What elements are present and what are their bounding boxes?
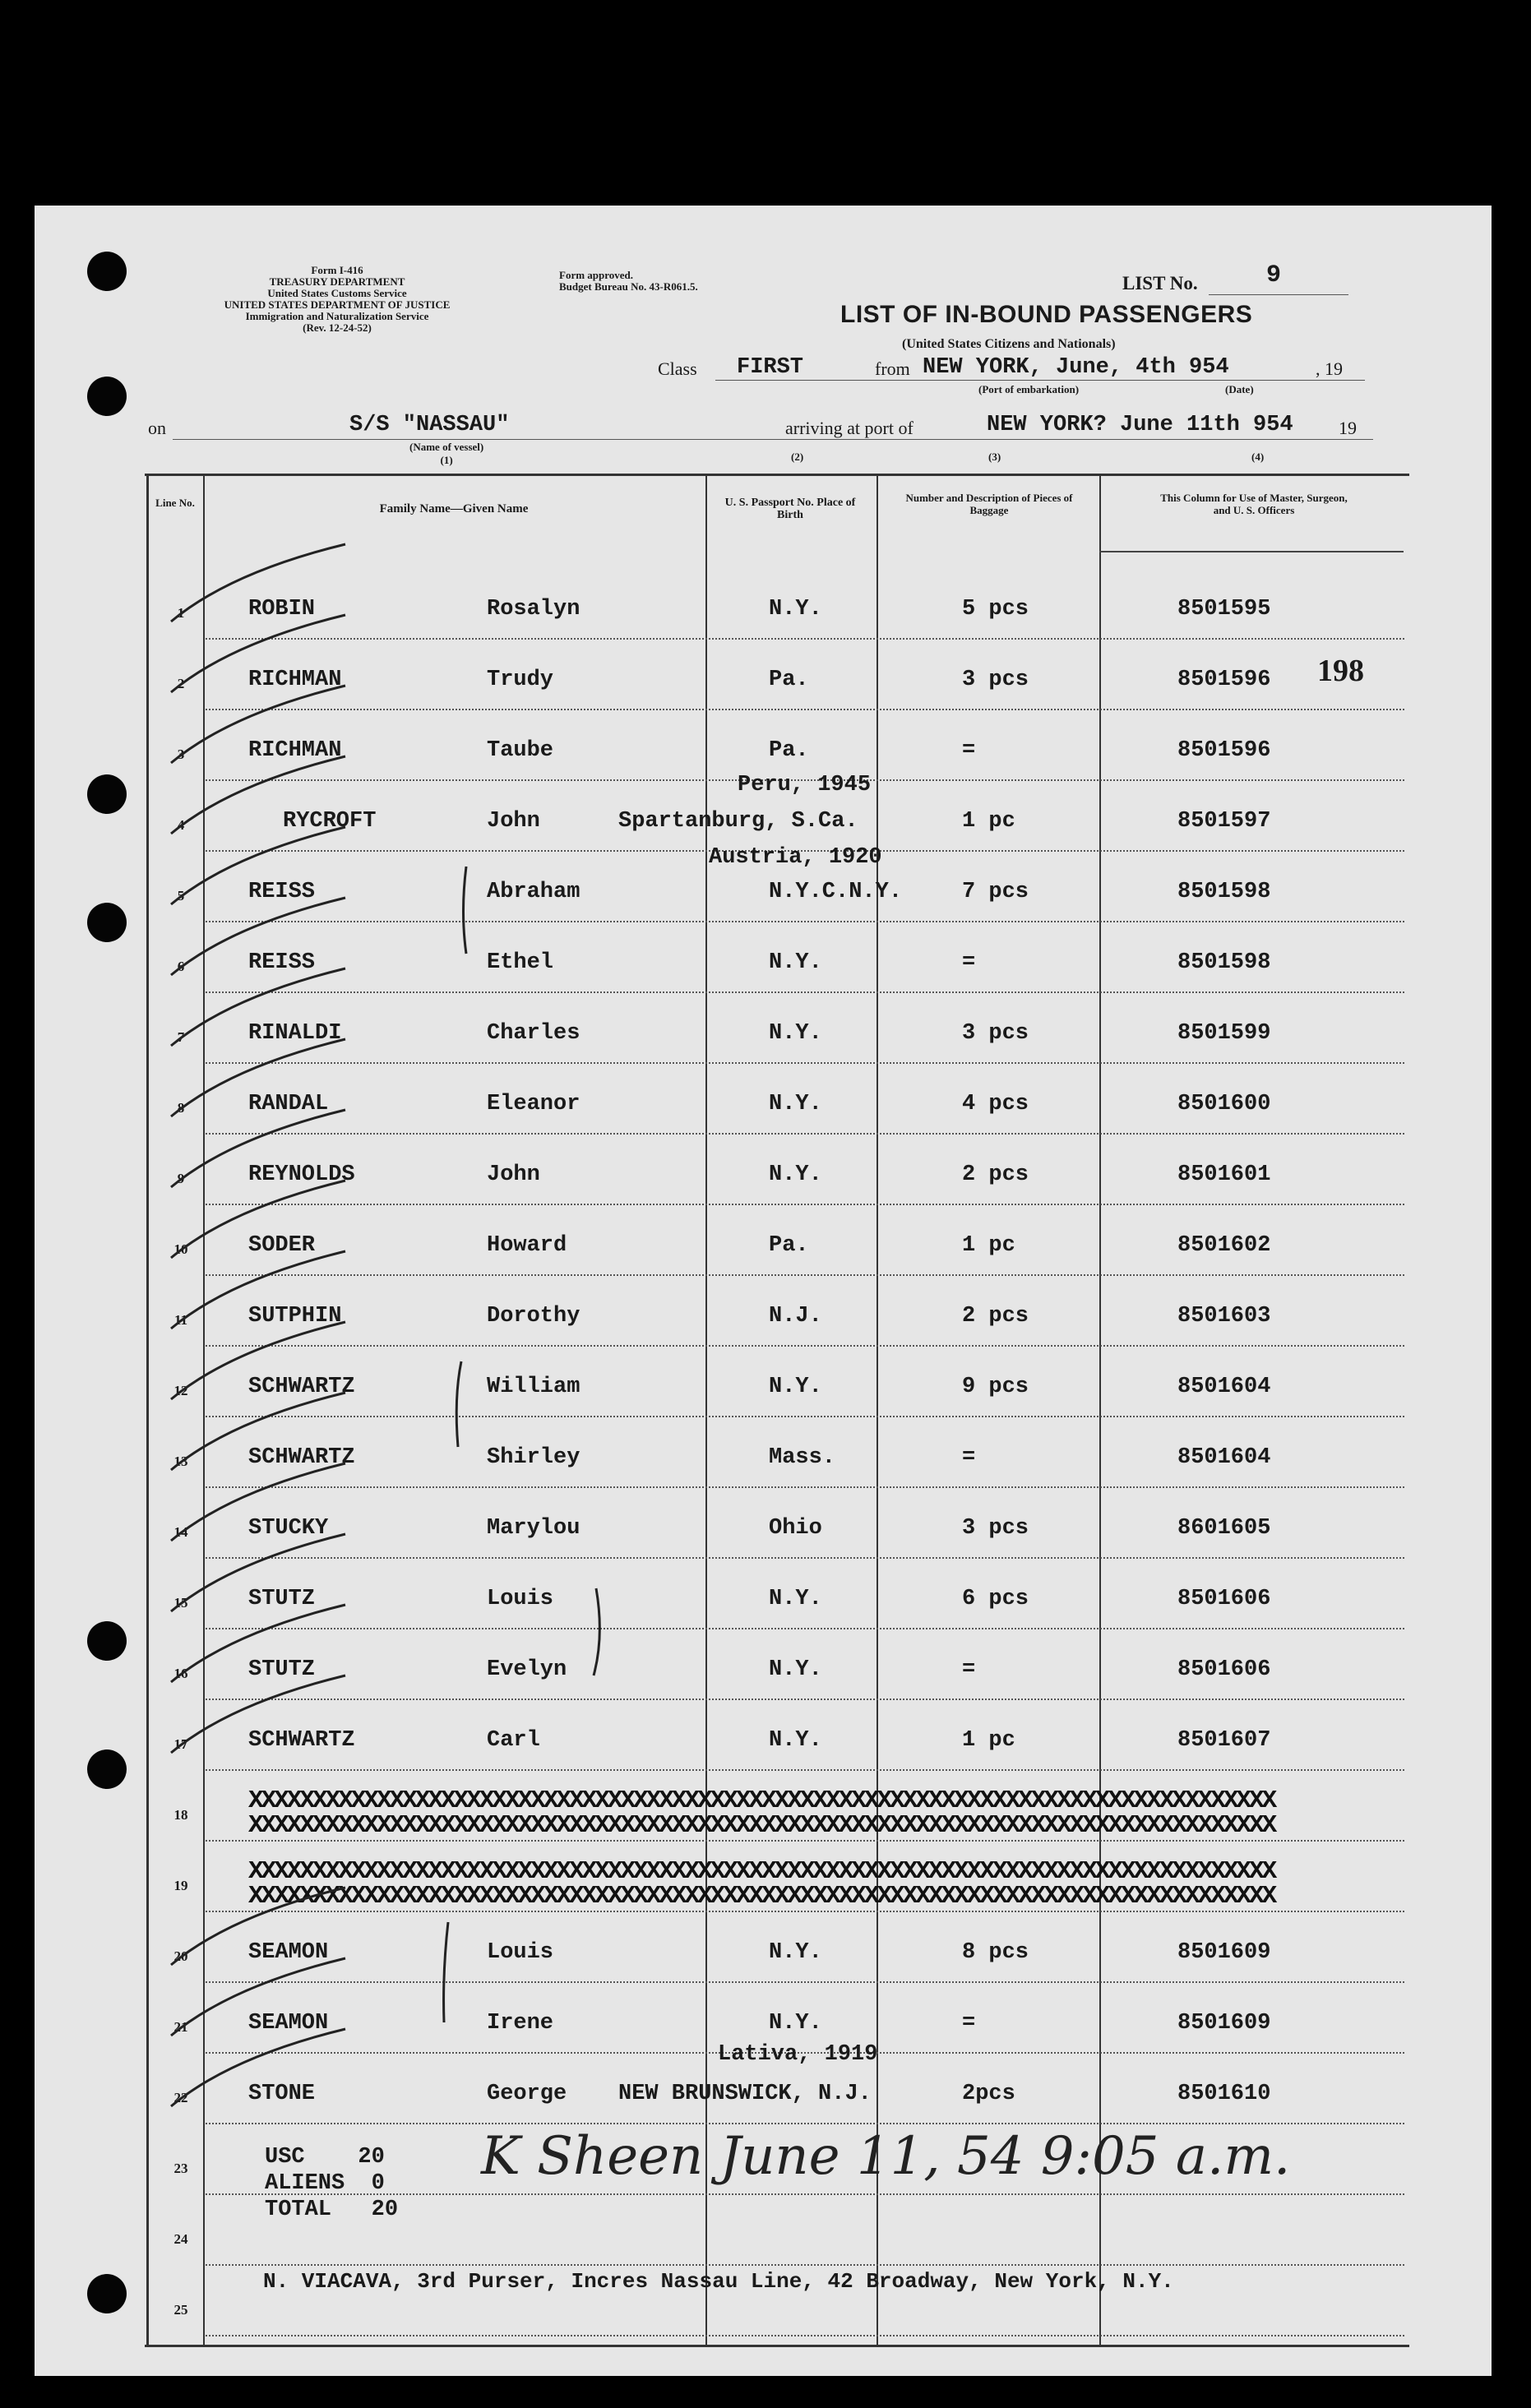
on-label: on [148,418,166,438]
col-header-baggage: Number and Description of Pieces of Baggage [905,492,1073,516]
place-of-birth: N.Y. [769,1728,822,1753]
place-of-birth: N.Y. [769,1092,822,1116]
check-mark [171,686,345,763]
family-name: STUCKY [248,1516,329,1541]
col-header-passport: U. S. Passport No. Place of Birth [724,497,856,521]
place-of-birth: N.J. [769,1304,822,1329]
check-mark [171,2029,345,2106]
officer-code: 8501599 [1177,1021,1271,1046]
given-name: Irene [487,2011,554,2036]
baggage-count: 1 pc [962,1233,1015,1258]
line-number: 25 [173,2302,188,2318]
given-name: Louis [487,1940,554,1965]
given-name: Louis [487,1587,554,1611]
given-name: Dorothy [487,1304,580,1329]
baggage-count: 3 pcs [962,668,1029,692]
line-number: 11 [173,1312,188,1328]
port-caption: (Port of embarkation) [978,383,1080,395]
check-mark [171,615,345,692]
place-of-birth: N.Y. [769,1375,822,1399]
officer-code: 8501601 [1177,1162,1271,1187]
officer-code: 8501600 [1177,1092,1271,1116]
officer-code: 8501609 [1177,1940,1271,1965]
check-mark [171,1322,345,1399]
check-mark [171,1110,345,1187]
officer-code: 8501598 [1177,880,1271,904]
usc-count: 20 [358,2145,385,2170]
birth-annotation: Austria, 1920 [709,845,882,870]
line-number: 1 [177,605,185,621]
embarkation-value: NEW YORK, June, 4th 954 [923,355,1229,380]
family-name: RICHMAN [248,668,342,692]
check-mark [171,898,345,975]
given-name: Rosalyn [487,597,580,622]
officer-code: 8501597 [1177,809,1271,834]
place-of-birth: N.Y.C.N.Y. [769,880,903,904]
check-mark [171,1039,345,1116]
col2-number: (2) [791,451,804,463]
check-mark [171,827,345,904]
baggage-count: = [962,950,976,975]
line-number: 7 [177,1029,185,1045]
officer-code: 8501604 [1177,1375,1271,1399]
baggage-count: 3 pcs [962,1516,1029,1541]
purser-line: N. VIACAVA, 3rd Purser, Incres Nassau Line, 42 Broadway, New York, N.Y. [263,2269,1174,2294]
place-of-birth: N.Y. [769,1587,822,1611]
family-name: RANDAL [248,1092,329,1116]
line-number: 22 [173,2090,188,2105]
birth-annotation: Lativa, 1919 [718,2042,878,2067]
total-count: 20 [371,2198,399,2222]
aliens-label: ALIENS [265,2171,345,2196]
family-name: RYCROFT [283,809,377,834]
line-number: 4 [177,817,185,833]
treasury-department: TREASURY DEPARTMENT [269,275,405,288]
strikeout-mark: XXXXXXXXXXXXXXXXXXXXXXXXXXXXXXXXXXXXXXXXXXXXXXXXXXXXXXXXXXXXXXXXXXXXXXXXXXXXXXXX [248,1812,1275,1840]
officer-code: 8501595 [1177,597,1271,622]
officer-code: 8501609 [1177,2011,1271,2036]
place-of-birth: Pa. [769,668,809,692]
check-mark [171,1393,345,1470]
family-name: REYNOLDS [248,1162,355,1187]
place-of-birth: N.Y. [769,1162,822,1187]
officer-signature: K Sheen June 11, 54 9:05 a.m. [481,2126,1291,2187]
vessel-caption: (Name of vessel) (1) [409,441,484,466]
col4-number: (4) [1251,451,1265,463]
officer-code: 8601605 [1177,1516,1271,1541]
given-name: Evelyn [487,1657,567,1682]
line-number: 14 [173,1524,188,1540]
family-name: ROBIN [248,597,316,622]
line-number: 20 [173,1948,188,1964]
family-name: STUTZ [248,1657,316,1682]
class-label: Class [658,358,697,379]
family-name: STONE [248,2082,316,2106]
budget-bureau: Budget Bureau No. 43-R061.5. [559,280,698,293]
line-number: 24 [173,2231,188,2247]
check-mark [171,1463,345,1541]
check-mark [171,1958,345,2036]
check-mark [171,1534,345,1611]
officer-code: 8501604 [1177,1445,1271,1470]
strikeout-mark: XXXXXXXXXXXXXXXXXXXXXXXXXXXXXXXXXXXXXXXXXXXXXXXXXXXXXXXXXXXXXXXXXXXXXXXXXXXXXXXX [248,1787,1275,1815]
line-number: 19 [173,1878,188,1893]
check-mark [171,1251,345,1329]
birth-annotation: Peru, 1945 [738,773,872,797]
given-name: Eleanor [487,1092,580,1116]
family-name: SUTPHIN [248,1304,342,1329]
place-of-birth: N.Y. [769,597,822,622]
place-of-birth: N.Y. [769,1657,822,1682]
line-number: 12 [173,1383,188,1398]
line-number: 6 [177,959,185,974]
total-label: TOTAL [265,2198,332,2222]
baggage-count: 2 pcs [962,1162,1029,1187]
given-name: John [487,1162,540,1187]
col-header-officers: This Column for Use of Master, Surgeon, and U. S. Officers [1160,492,1348,516]
given-name: Taube [487,738,554,763]
baggage-count: = [962,2011,976,2036]
baggage-count: = [962,1445,976,1470]
given-name: Carl [487,1728,540,1753]
line-number: 5 [177,888,185,904]
place-of-birth: Mass. [769,1445,836,1470]
given-name: William [487,1375,580,1399]
check-mark [171,1888,345,1965]
line-number: 16 [173,1666,188,1681]
baggage-count: 5 pcs [962,597,1029,622]
given-name: George [487,2082,567,2106]
officer-code: 8501603 [1177,1304,1271,1329]
place-of-birth: N.Y. [769,1021,822,1046]
margin-number: 198 [1317,654,1364,688]
family-name: SEAMON [248,1940,329,1965]
arriving-label: arriving at port of [785,418,914,438]
place-of-birth: Pa. [769,1233,809,1258]
baggage-count: 2pcs [962,2082,1015,2106]
year-suffix: , 19 [1316,358,1343,379]
check-mark [171,1605,345,1682]
family-name: RINALDI [248,1021,342,1046]
line-number: 8 [177,1100,185,1116]
baggage-count: 8 pcs [962,1940,1029,1965]
officer-code: 8501610 [1177,2082,1271,2106]
family-name: SEAMON [248,2011,329,2036]
page-title: LIST OF IN-BOUND PASSENGERS [840,301,1253,328]
justice-department: UNITED STATES DEPARTMENT OF JUSTICE [224,298,451,311]
given-name: Trudy [487,668,554,692]
officer-code: 8501596 [1177,738,1271,763]
line-number: 18 [173,1807,188,1823]
officer-code: 8501606 [1177,1657,1271,1682]
given-name: Charles [487,1021,580,1046]
family-name: RICHMAN [248,738,342,763]
officer-code: 8501607 [1177,1728,1271,1753]
strikeout-mark: XXXXXXXXXXXXXXXXXXXXXXXXXXXXXXXXXXXXXXXXXXXXXXXXXXXXXXXXXXXXXXXXXXXXXXXXXXXXXXXX [248,1883,1275,1911]
col-header-line-no: Line No. [155,497,195,509]
place-of-birth: N.Y. [769,950,822,975]
col-header-name: Family Name—Given Name [379,502,529,515]
baggage-count: 1 pc [962,1728,1015,1753]
baggage-count: 3 pcs [962,1021,1029,1046]
list-no-value: 9 [1266,261,1282,289]
family-name: STUTZ [248,1587,316,1611]
line-number: 2 [177,676,185,691]
given-name: Howard [487,1233,567,1258]
line-number: 3 [177,746,185,762]
vessel-name: S/S "NASSAU" [349,413,510,437]
line-number: 15 [173,1595,188,1611]
family-name: SODER [248,1233,316,1258]
form-revision: (Rev. 12-24-52) [303,321,372,334]
given-name: Marylou [487,1516,580,1541]
baggage-count: 7 pcs [962,880,1029,904]
year-suffix-2: 19 [1339,418,1357,438]
page-subtitle: (United States Citizens and Nationals) [902,337,1116,351]
officer-code: 8501598 [1177,950,1271,975]
place-of-birth: N.Y. [769,2011,822,2036]
line-number: 13 [173,1454,188,1469]
line-number: 9 [177,1171,185,1186]
line-number: 10 [173,1241,188,1257]
baggage-count: = [962,1657,976,1682]
bracket-mark [594,1588,599,1675]
line-number: 23 [173,2161,188,2176]
given-name: Ethel [487,950,554,975]
baggage-count: 2 pcs [962,1304,1029,1329]
check-mark [171,756,345,834]
form-number: Form I-416 [311,264,363,276]
family-name: REISS [248,950,316,975]
strikeout-mark: XXXXXXXXXXXXXXXXXXXXXXXXXXXXXXXXXXXXXXXXXXXXXXXXXXXXXXXXXXXXXXXXXXXXXXXXXXXXXXXX [248,1858,1275,1886]
family-name: SCHWARTZ [248,1445,355,1470]
baggage-count: 9 pcs [962,1375,1029,1399]
class-value: FIRST [737,355,804,380]
arrival-value: NEW YORK? June 11th 954 [987,413,1293,437]
family-name: SCHWARTZ [248,1375,355,1399]
bracket-mark [464,867,467,954]
date-caption: (Date) [1225,383,1254,395]
place-of-birth: Ohio [769,1516,822,1541]
check-mark [171,544,345,622]
place-of-birth: Pa. [769,738,809,763]
check-mark [171,1675,345,1753]
check-mark [171,1181,345,1258]
ins-service: Immigration and Naturalization Service [245,310,429,322]
bracket-mark [456,1361,461,1447]
col3-number: (3) [988,451,1001,463]
form-approved: Form approved. [559,269,634,281]
family-name: SCHWARTZ [248,1728,355,1753]
officer-code: 8501596 [1177,668,1271,692]
given-name: Abraham [487,880,580,904]
bracket-mark [444,1922,448,2022]
place-of-birth: N.Y. [769,1940,822,1965]
baggage-count: 6 pcs [962,1587,1029,1611]
usc-label: USC [265,2145,305,2170]
officer-code: 8501606 [1177,1587,1271,1611]
baggage-count: 1 pc [962,809,1015,834]
baggage-count: 4 pcs [962,1092,1029,1116]
aliens-count: 0 [371,2171,385,2196]
place-of-birth: Spartanburg, S.Ca. [618,809,858,834]
family-name: REISS [248,880,316,904]
customs-service: United States Customs Service [267,287,407,299]
place-of-birth: NEW BRUNSWICK, N.J. [618,2082,872,2106]
officer-code: 8501602 [1177,1233,1271,1258]
line-number: 21 [173,2019,188,2035]
list-no-label: LIST No. [1122,273,1198,293]
line-number: 17 [173,1736,188,1752]
baggage-count: = [962,738,976,763]
from-label: from [875,358,910,379]
given-name: Shirley [487,1445,580,1470]
given-name: John [487,809,540,834]
check-mark [171,968,345,1046]
